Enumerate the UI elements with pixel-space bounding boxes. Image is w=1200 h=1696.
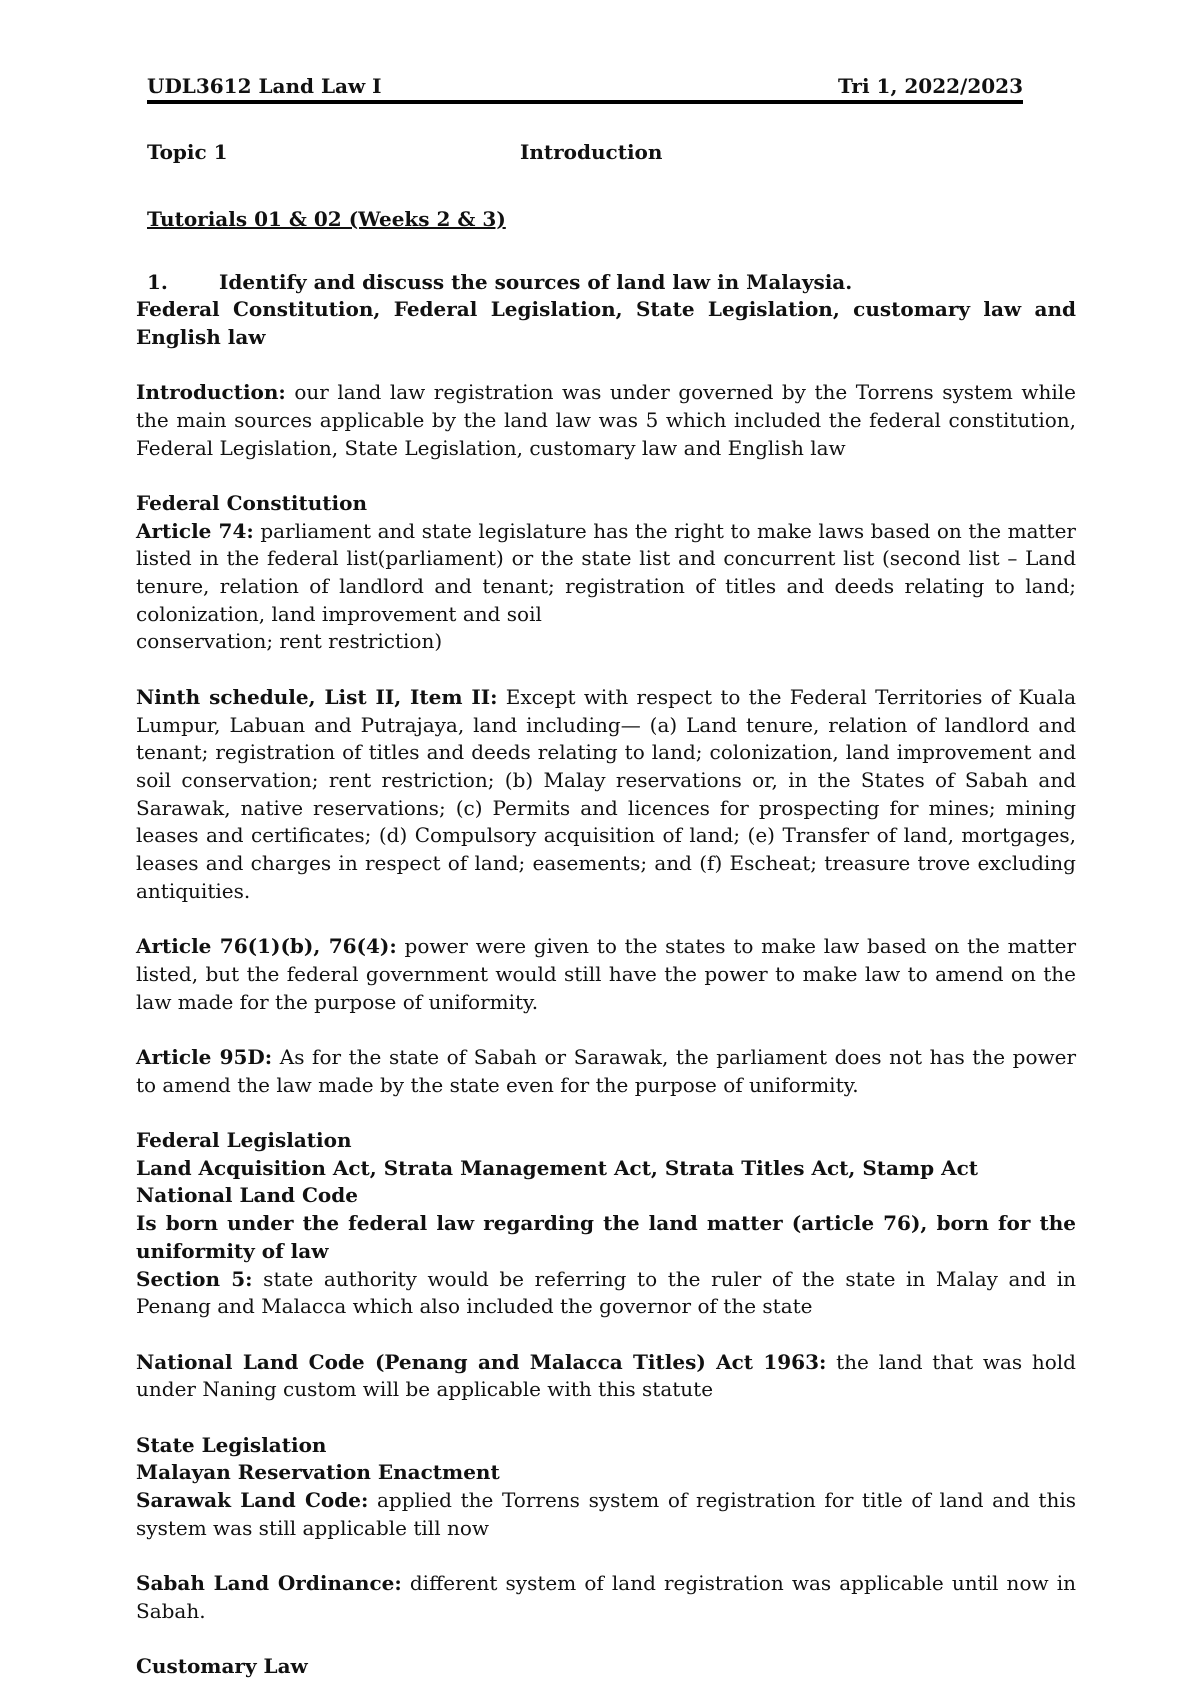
course-code: UDL3612 Land Law I	[147, 74, 382, 98]
penang-malacca-text: the land that was hold under Naning custom will be applicable with this statute	[136, 1349, 1076, 1402]
federal-legislation-heading: Federal Legislation	[136, 1128, 352, 1152]
topic-title: Introduction	[520, 140, 663, 164]
national-land-code-note: Is born under the federal law regarding the land matter (article 76), born for the uniformity of law	[136, 1211, 1076, 1263]
ninth-schedule-label: Ninth schedule, List II, Item II:	[136, 684, 498, 709]
article-76-paragraph	[136, 933, 1076, 1016]
intro-label: Introduction:	[136, 380, 286, 405]
penang-malacca-label: National Land Code (Penang and Malacca Titles) Act 1963:	[136, 1349, 827, 1374]
section-5-paragraph	[136, 1266, 1076, 1321]
topic-label: Topic 1	[147, 140, 228, 164]
section-5-text: state authority would be referring to the ruler of the state in Malay and in Penang and Malacca which also included the governor of the state	[136, 1266, 1077, 1319]
ninth-schedule-paragraph	[136, 684, 1076, 906]
article-74-label: Article 74:	[136, 518, 254, 543]
section-5-label: Section 5:	[136, 1266, 253, 1291]
term-label: Tri 1, 2022/2023	[838, 74, 1023, 98]
ninth-schedule-text: Except with respect to the Federal Territories of Kuala Lumpur, Labuan and Putrajaya, land including— (a) Land tenure, relation of landlord and tenant; registration of titles and deeds relating to land; colonization, land improvement and soil conservation; rent restriction; (b) Malay reservations or, in the States of Sabah and Sarawak, native reservations; (c) Permits and licences for prospecting for mines; mining leases and certificates; (d) Compulsory acquisition of land; (e) Transfer of land, mortgages, leases and charges in respect of land; easements; and (f) Escheat; treasure trove excluding antiquities.	[136, 684, 1077, 903]
intro-paragraph	[136, 379, 1076, 462]
question-number: 1.	[147, 270, 168, 294]
sarawak-label: Sarawak Land Code:	[136, 1488, 369, 1513]
sarawak-text: applied the Torrens system of registration for title of land and this system was still applicable till now	[136, 1488, 1076, 1540]
malayan-reservation-heading: Malayan Reservation Enactment	[136, 1460, 500, 1485]
sabah-text: different system of land registration was applicable until now in Sabah.	[136, 1571, 1076, 1623]
article-95d-label: Article 95D:	[136, 1044, 273, 1069]
article-95d-paragraph	[136, 1044, 1076, 1099]
customary-law-heading: Customary Law	[136, 1654, 308, 1679]
sarawak-paragraph	[136, 1487, 1076, 1542]
state-legislation-heading: State Legislation	[136, 1432, 327, 1457]
penang-malacca-paragraph	[136, 1349, 1076, 1404]
sabah-paragraph	[136, 1570, 1076, 1625]
article-74-paragraph	[136, 518, 1076, 629]
federal-acts-list: Land Acquisition Act, Strata Management Act, Strata Titles Act, Stamp Act	[136, 1155, 979, 1180]
article-95d-text: As for the state of Sabah or Sarawak, the parliament does not has the power to amend the law made by the state even for the purpose of uniformity.	[136, 1044, 1077, 1097]
article-74-text: parliament and state legislature has the right to make laws based on the matter listed in the federal list(parliament) or the state list and concurrent list (second list – Land tenure, relation of landlord and tenant; registration of titles and deeds relating to land; colonization, land improvement and soil	[136, 518, 1076, 626]
page-header	[147, 72, 1023, 100]
article-76-text: power were given to the states to make law based on the matter listed, but the federal government would still have the power to make law to amend on the law made for the purpose of uniformity.	[136, 934, 1077, 1014]
question-1	[147, 268, 852, 296]
header-rule	[147, 100, 1023, 104]
federal-constitution-heading: Federal Constitution	[136, 490, 367, 515]
article-76-label: Article 76(1)(b), 76(4):	[136, 934, 397, 959]
national-land-code-heading: National Land Code	[136, 1183, 358, 1208]
answer-heading: Federal Constitution, Federal Legislation, State Legislation, customary law and English law	[136, 297, 1076, 349]
question-text: Identify and discuss the sources of land law in Malaysia.	[219, 270, 853, 294]
article-74-continuation: conservation; rent restriction)	[136, 629, 443, 654]
intro-text: our land law registration was under governed by the Torrens system while the main sources applicable by the land law was 5 which included the federal constitution, Federal Legislation, State Legislation, customary law and English law	[136, 380, 1076, 460]
tutorials-heading: Tutorials 01 & 02 (Weeks 2 & 3)	[147, 207, 506, 231]
document-body	[136, 296, 1076, 1681]
sabah-label: Sabah Land Ordinance:	[136, 1571, 402, 1596]
